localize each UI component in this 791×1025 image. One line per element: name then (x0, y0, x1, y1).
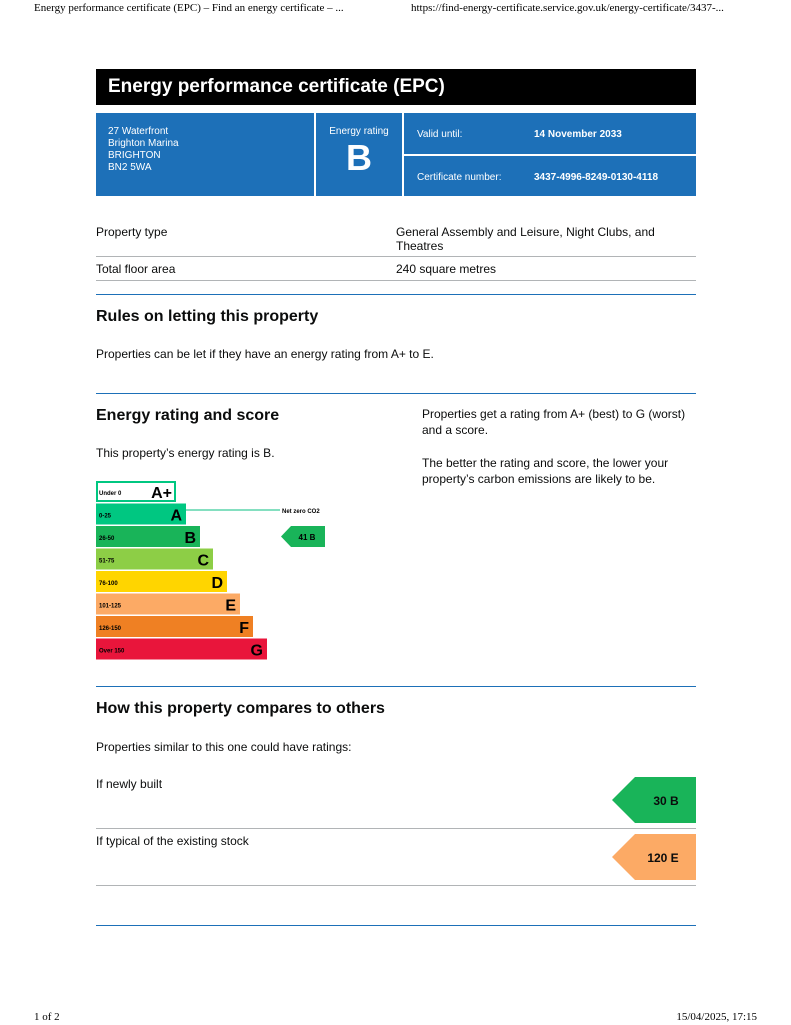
band-range-label: Over 150 (99, 648, 125, 655)
property-type-label: Property type (96, 225, 168, 239)
band-letter-label: A (170, 507, 182, 525)
energy-side-text-1: Properties get a rating from A+ (best) to G (worst) and a score. (422, 407, 686, 437)
current-rating-label: 41 B (298, 533, 316, 542)
compare-row-new (96, 777, 696, 829)
energy-rating-letter: B (346, 137, 372, 178)
certificate-number-box (404, 156, 696, 196)
page-title: Energy performance certificate (EPC) (96, 69, 696, 105)
rating-arrow-typical (612, 834, 696, 880)
address-box (96, 113, 314, 196)
band-letter-label: B (184, 530, 196, 547)
band-range-label: 0-25 (99, 513, 112, 520)
rating-arrow-new (612, 777, 696, 823)
energy-side-text-2: The better the rating and score, the lower your property’s carbon emissions are likely to be. (422, 456, 669, 486)
rating-arrow-text: 120 E (647, 851, 679, 865)
address-postcode: BN2 5WA (108, 162, 152, 173)
floor-area-row (96, 262, 696, 281)
letting-heading: Rules on letting this property (96, 308, 319, 325)
section-divider (96, 925, 696, 926)
address-line-1: 27 Waterfront (108, 126, 169, 137)
epc-rating-chart (94, 478, 334, 672)
property-type-value: General Assembly and Leisure, Night Clubs, and Theatres (396, 225, 655, 253)
certificate-number-value: 3437-4996-8249-0130-4118 (534, 172, 658, 183)
valid-until-box (404, 113, 696, 154)
certificate-number-label: Certificate number: (417, 172, 502, 183)
section-divider (96, 686, 696, 687)
energy-rating-box (316, 113, 402, 196)
valid-until-label: Valid until: (417, 129, 463, 140)
net-zero-label: Net zero CO2 (282, 509, 320, 515)
address-line-3: BRIGHTON (108, 150, 161, 161)
print-page-count: 1 of 2 (34, 1011, 60, 1023)
compare-heading: How this property compares to others (96, 700, 385, 717)
rating-arrow-text: 30 B (653, 794, 679, 808)
section-divider (96, 294, 696, 295)
compare-label-typical: If typical of the existing stock (96, 834, 249, 848)
band-range-label: 101-125 (99, 603, 122, 610)
band-letter-label: G (250, 642, 263, 660)
print-url: https://find-energy-certificate.service.gov.uk/energy-certificate/3437-... (411, 2, 724, 14)
compare-intro: Properties similar to this one could have ratings: (96, 740, 352, 754)
print-footer (0, 1011, 791, 1025)
band-range-label: 26-50 (99, 536, 115, 542)
band-letter-label: D (211, 575, 223, 592)
band-letter-label: E (225, 597, 236, 615)
compare-row-typical (96, 834, 696, 886)
energy-heading: Energy rating and score (96, 407, 280, 424)
floor-area-label: Total floor area (96, 262, 176, 276)
property-type-row (96, 225, 696, 257)
print-page-title: Energy performance certificate (EPC) – Find an energy certificate – ... (34, 2, 344, 14)
section-divider (96, 393, 696, 394)
band-range-label: 126-150 (99, 626, 122, 632)
compare-label-new: If newly built (96, 777, 163, 791)
valid-until-value: 14 November 2033 (534, 129, 622, 140)
energy-current-text: This property’s energy rating is B. (96, 446, 275, 460)
band-letter-label: F (239, 620, 249, 637)
band-range-label: Under 0 (99, 491, 122, 497)
band-letter-label: A+ (151, 485, 172, 502)
address-line-2: Brighton Marina (108, 138, 179, 149)
band-range-label: 51-75 (99, 558, 115, 565)
print-header (0, 2, 791, 18)
band-range-label: 76-100 (99, 581, 118, 587)
floor-area-value: 240 square metres (396, 262, 497, 276)
print-timestamp: 15/04/2025, 17:15 (676, 1011, 757, 1023)
energy-rating-label: Energy rating (329, 126, 389, 137)
band-letter-label: C (197, 552, 209, 570)
letting-text: Properties can be let if they have an energy rating from A+ to E. (96, 347, 434, 361)
